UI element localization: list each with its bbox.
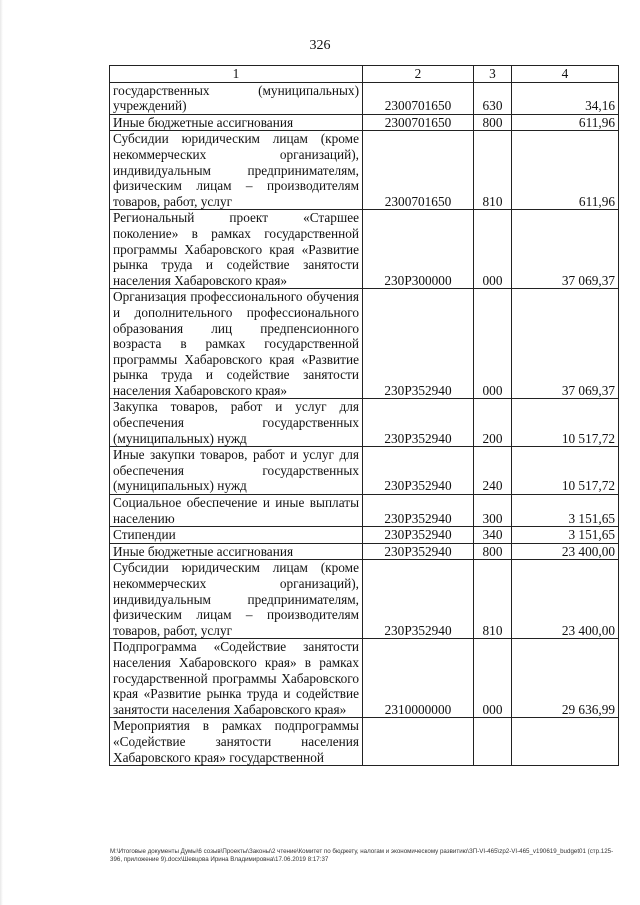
name-cell: Закупка товаров, работ и услуг для обеспечения государственных (муниципальных) нужд: [110, 399, 363, 447]
amount-cell: 611,96: [512, 131, 619, 210]
table-row: [110, 447, 619, 495]
amount-cell: 37 069,37: [512, 289, 619, 399]
table-row: [110, 82, 619, 114]
amount-cell: 10 517,72: [512, 399, 619, 447]
table-header-row: [110, 66, 619, 83]
amount-cell: 3 151,65: [512, 527, 619, 544]
table-row: [110, 399, 619, 447]
amount-cell: 23 400,00: [512, 543, 619, 560]
name-cell: Региональный проект «Старшее поколение» в рамках государственной программы Хабаровского края «Развитие рынка труда и содействие занятости населения Хабаровского края»: [110, 210, 363, 289]
type-cell: 340: [474, 527, 512, 544]
header-cell-2: 2: [363, 66, 474, 83]
code-cell: 230Р352940: [363, 495, 474, 527]
type-cell: 000: [474, 639, 512, 718]
code-cell: 230Р352940: [363, 447, 474, 495]
code-cell: 230Р352940: [363, 399, 474, 447]
name-cell: Мероприятия в рамках подпрограммы «Содействие занятости населения Хабаровского края» государственной: [110, 718, 363, 766]
file-path-footer: M:\Итоговые документы Думы\6 созыв\Проекты\Законы\2 чтение\Комитет по бюджету, налогам и экономическому развитию\ЗП-VI-465\zp2-VI-465_v190619_budget01 (стр.125-396, приложение 9).docx\Шевцова Ирина Владимировна\17.06.2019 8:17:37: [110, 848, 614, 863]
name-cell: Иные бюджетные ассигнования: [110, 114, 363, 131]
name-cell: Иные закупки товаров, работ и услуг для обеспечения государственных (муниципальных) нужд: [110, 447, 363, 495]
amount-cell: 10 517,72: [512, 447, 619, 495]
budget-table: [109, 65, 619, 766]
code-cell: 230Р352940: [363, 543, 474, 560]
code-cell: 230Р352940: [363, 289, 474, 399]
header-cell-4: 4: [512, 66, 619, 83]
type-cell: 800: [474, 543, 512, 560]
code-cell: 2300701650: [363, 131, 474, 210]
type-cell: 200: [474, 399, 512, 447]
amount-cell: 34,16: [512, 82, 619, 114]
table-row: [110, 718, 619, 766]
type-cell: 000: [474, 289, 512, 399]
code-cell: 230Р352940: [363, 560, 474, 639]
amount-cell: 37 069,37: [512, 210, 619, 289]
name-cell: Организация профессионального обучения и дополнительного профессионального образования лиц предпенсионного возраста в рамках государственной программы Хабаровского края «Развитие рынка труда и содействие занятости населения Хабаровского края»: [110, 289, 363, 399]
header-cell-1: 1: [110, 66, 363, 83]
type-cell: 300: [474, 495, 512, 527]
type-cell: 810: [474, 131, 512, 210]
type-cell: 240: [474, 447, 512, 495]
table-row: [110, 560, 619, 639]
type-cell: 810: [474, 560, 512, 639]
name-cell: Подпрограмма «Содействие занятости населения Хабаровского края» в рамках государственной программы Хабаровского края «Развитие рынка труда и содействие занятости населения Хабаровского края»: [110, 639, 363, 718]
type-cell: 800: [474, 114, 512, 131]
name-cell: Стипендии: [110, 527, 363, 544]
amount-cell: 3 151,65: [512, 495, 619, 527]
name-cell: Иные бюджетные ассигнования: [110, 543, 363, 560]
code-cell: 2310000000: [363, 639, 474, 718]
code-cell: 230Р300000: [363, 210, 474, 289]
table-row: [110, 639, 619, 718]
name-cell: государственных (муниципальных) учреждений): [110, 82, 363, 114]
name-cell: Социальное обеспечение и иные выплаты населению: [110, 495, 363, 527]
type-cell: 000: [474, 210, 512, 289]
header-cell-3: 3: [474, 66, 512, 83]
page-number: 326: [309, 38, 331, 53]
table-row: [110, 114, 619, 131]
type-cell: 630: [474, 82, 512, 114]
name-cell: Субсидии юридическим лицам (кроме некоммерческих организаций), индивидуальным предпринимателям, физическим лицам – производителям товаров, работ, услуг: [110, 560, 363, 639]
amount-cell: 29 636,99: [512, 639, 619, 718]
amount-cell: [512, 718, 619, 766]
table-row: [110, 131, 619, 210]
table-row: [110, 543, 619, 560]
table-row: [110, 210, 619, 289]
code-cell: [363, 718, 474, 766]
name-cell: Субсидии юридическим лицам (кроме некоммерческих организаций), индивидуальным предпринимателям, физическим лицам – производителям товаров, работ, услуг: [110, 131, 363, 210]
table-row: [110, 289, 619, 399]
code-cell: 2300701650: [363, 82, 474, 114]
amount-cell: 611,96: [512, 114, 619, 131]
page-edge-shadow: [0, 0, 3, 905]
amount-cell: 23 400,00: [512, 560, 619, 639]
code-cell: 2300701650: [363, 114, 474, 131]
table-row: [110, 527, 619, 544]
table-row: [110, 495, 619, 527]
type-cell: [474, 718, 512, 766]
code-cell: 230Р352940: [363, 527, 474, 544]
